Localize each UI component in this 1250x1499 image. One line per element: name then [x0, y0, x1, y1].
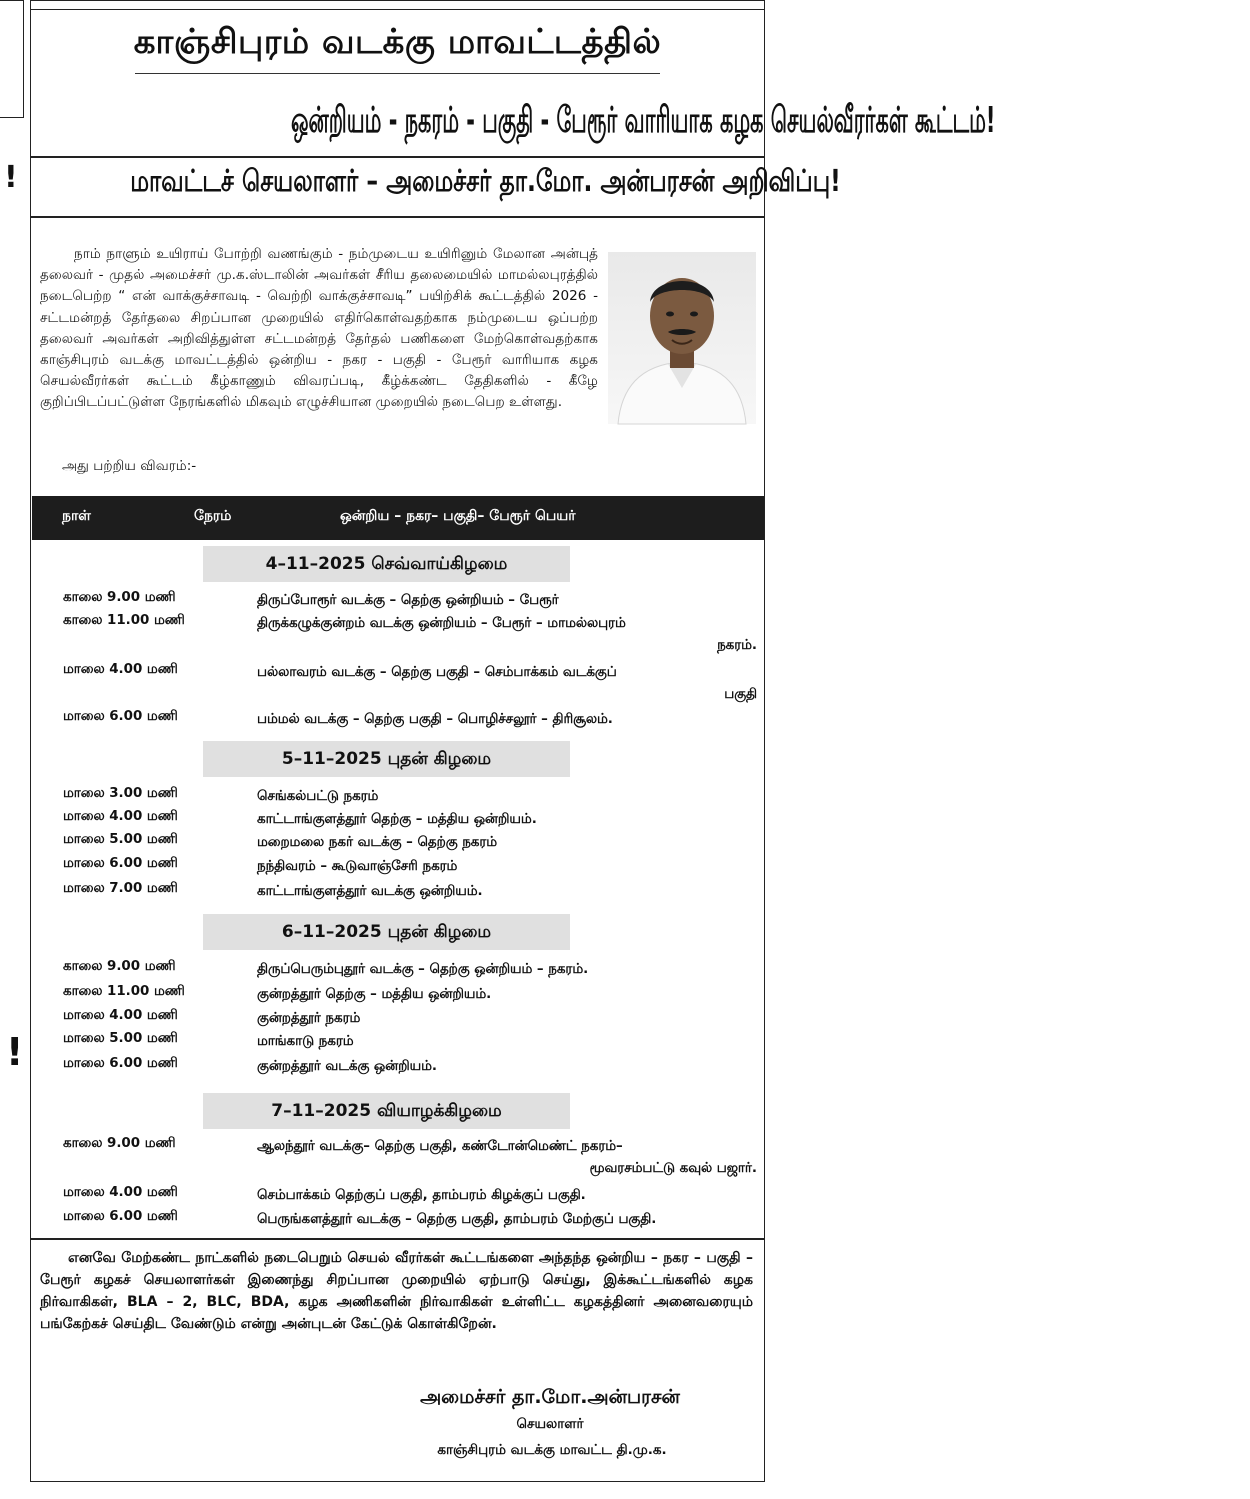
row-time: மாலை 6.00 மணி — [63, 1209, 178, 1224]
day-heading: 4–11–2025 செவ்வாய்கிழமை — [203, 546, 570, 582]
section-divider — [30, 1238, 765, 1240]
day-heading: 5–11–2025 புதன் கிழமை — [203, 741, 570, 777]
closing-paragraph: எனவே மேற்கண்ட நாட்களில் நடைபெறும் செயல் வீரர்கள் கூட்டங்களை அந்தந்த ஒன்றிய – நகர – பகுதி – பேரூர் கழகச் செயலாளர்கள் இணைந்து சிறப்பான முறையில் ஏற்பாடு செய்து, இக்கூட்டங்களில் கழக நிர்வாகிகள், BLA – 2, BLC, BDA, கழக அணிகளின் நிர்வாகிகள் உள்ளிட்ட கழகத்தினர் அனைவரையும் பங்கேற்கச் செய்திட வேண்டும் என்று அன்புடன் கேட்டுக் கொள்கிறேன். — [40, 1250, 753, 1332]
table-header — [32, 496, 764, 540]
row-place-line-1: பல்லாவரம் வடக்கு – தெற்கு பகுதி – செம்பாக்கம் வடக்குப் — [257, 665, 617, 680]
row-place-line-2: நகரம். — [717, 638, 757, 653]
day-heading: 6–11–2025 புதன் கிழமை — [203, 914, 570, 950]
title-line-1: காஞ்சிபுரம் வடக்கு மாவட்டத்தில் — [133, 22, 662, 62]
row-time: மாலை 5.00 மணி — [63, 1031, 178, 1046]
adjacent-column-box — [0, 0, 24, 118]
row-time: மாலை 6.00 மணி — [63, 709, 178, 724]
row-place-line-1: பம்மல் வடக்கு – தெற்கு பகுதி – பொழிச்சலூர் – திரிசூலம். — [257, 712, 613, 727]
intro-section — [40, 244, 598, 414]
row-place — [257, 856, 757, 878]
row-place-line-1: காட்டாங்குளத்தூர் தெற்கு – மத்திய ஒன்றியம். — [257, 812, 537, 827]
signature-role: செயலாளர் — [516, 1416, 584, 1432]
row-place — [257, 1008, 757, 1030]
row-time: மாலை 4.00 மணி — [63, 1008, 178, 1023]
row-place — [257, 809, 757, 831]
row-place — [257, 786, 757, 808]
row-time: காலை 9.00 மணி — [63, 590, 176, 605]
portrait-photo-icon — [608, 252, 756, 424]
row-place — [257, 1185, 757, 1207]
row-place — [257, 984, 757, 1006]
row-place — [257, 881, 757, 903]
row-place-line-1: குன்றத்தூர் வடக்கு ஒன்றியம். — [257, 1059, 438, 1074]
signature-name: அமைச்சர் தா.மோ.அன்பரசன் — [420, 1386, 680, 1408]
title-line-2-text: ஒன்றியம் - நகரம் - பகுதி - பேரூர் வாரியாக கழக செயல்வீரர்கள் கூட்டம்! — [291, 100, 996, 141]
row-time: மாலை 4.00 மணி — [63, 1185, 178, 1200]
row-place-line-1: திருக்கழுக்குன்றம் வடக்கு ஒன்றியம் – பேரூர் – மாமல்லபுரம் — [257, 616, 626, 631]
row-time: மாலை 6.00 மணி — [63, 856, 178, 871]
row-time: மாலை 5.00 மணி — [63, 832, 178, 847]
row-time: மாலை 7.00 மணி — [63, 881, 178, 896]
intro-paragraph: நாம் நாளும் உயிராய் போற்றி வணங்கும் - நம்முடைய உயிரினும் மேலான அன்புத் தலைவர் - முதல் அமைச்சர் மு.க.ஸ்டாலின் அவர்கள் சீரிய தலைமையில் மாமல்லபுரத்தில் நடைபெற்ற “ என் வாக்குச்சாவடி - வெற்றி வாக்குச்சாவடி” பயிற்சிக் கூட்டத்தில் 2026 - சட்டமன்றத் தேர்தலை சிறப்பான முறையில் எதிர்கொள்வதற்காக நம்முடைய ஒப்பற்ற தலைவர் அவர்கள் அறிவித்துள்ள சட்டமன்றத் தேர்தல் பணிகளை மேற்கொள்வதற்காக காஞ்சிபுரம் வடக்கு மாவட்டத்தில் ஒன்றிய - நகர - பகுதி - பேரூர் வாரியாக கழக செயல்வீரர்கள் கூட்டம் கீழ்காணும் விவரப்படி, கீழ்க்கண்ட தேதிகளில் - கீழே குறிப்பிடப்பட்டுள்ள நேரங்களில் மிகவும் எழுச்சியான முறையில் நடைபெற உள்ளது. — [40, 246, 598, 411]
title-underline — [135, 73, 660, 74]
row-time: மாலை 4.00 மணி — [63, 662, 178, 677]
column-header-day: நாள் — [62, 508, 91, 524]
row-time: காலை 9.00 மணி — [63, 1136, 176, 1151]
row-place — [257, 1209, 757, 1231]
row-time: மாலை 4.00 மணி — [63, 809, 178, 824]
row-place-line-1: மறைமலை நகர் வடக்கு – தெற்கு நகரம் — [257, 835, 498, 850]
row-time: மாலை 6.00 மணி — [63, 1056, 178, 1071]
portrait-illustration — [608, 252, 756, 424]
subtitle-text: மாவட்டச் செயலாளர் – அமைச்சர் தா.மோ. அன்பரசன் அறிவிப்பு! — [130, 164, 841, 199]
row-place — [257, 613, 757, 657]
row-place — [257, 832, 757, 854]
row-time: மாலை 3.00 மணி — [63, 786, 178, 801]
subtitle — [30, 164, 841, 203]
row-place-line-1: குன்றத்தூர் நகரம் — [257, 1011, 361, 1026]
details-label: அது பற்றிய விவரம்:- — [62, 458, 197, 474]
closing-section — [40, 1247, 753, 1335]
day-heading: 7–11–2025 வியாழக்கிழமை — [203, 1093, 570, 1129]
adjacent-headline-fragment: ! — [4, 160, 18, 195]
adjacent-headline-fragment-2: ! — [6, 1030, 24, 1074]
row-place-line-2: பகுதி — [724, 687, 757, 702]
row-place — [257, 709, 757, 731]
signature-place: காஞ்சிபுரம் வடக்கு மாவட்ட தி.மு.க. — [437, 1442, 667, 1458]
row-place — [257, 662, 757, 706]
row-place-line-1: செம்பாக்கம் தெற்குப் பகுதி, தாம்பரம் கிழக்குப் பகுதி. — [257, 1188, 586, 1203]
row-place-line-2: மூவரசம்பட்டு கவுல் பஜார். — [589, 1161, 757, 1176]
column-header-place: ஒன்றிய – நகர– பகுதி– பேரூர் பெயர் — [340, 508, 576, 524]
row-place-line-1: குன்றத்தூர் தெற்கு – மத்திய ஒன்றியம். — [257, 987, 492, 1002]
row-place-line-1: திருப்பெரும்புதூர் வடக்கு – தெற்கு ஒன்றியம் – நகரம். — [257, 962, 589, 977]
title-line-2 — [36, 86, 996, 156]
top-rule — [30, 0, 765, 10]
row-place-line-1: பெருங்களத்தூர் வடக்கு – தெற்கு பகுதி, தாம்பரம் மேற்குப் பகுதி. — [257, 1212, 657, 1227]
row-place — [257, 1056, 757, 1078]
row-time: காலை 11.00 மணி — [63, 613, 185, 628]
row-place-line-1: காட்டாங்குளத்தூர் வடக்கு ஒன்றியம். — [257, 884, 483, 899]
row-place — [257, 1031, 757, 1053]
row-place-line-1: ஆலந்தூர் வடக்கு– தெற்கு பகுதி, கண்டோன்மெண்ட் நகரம்– — [257, 1139, 623, 1154]
row-place — [257, 590, 757, 612]
row-place — [257, 1136, 757, 1180]
row-time: காலை 11.00 மணி — [63, 984, 185, 999]
row-place-line-1: செங்கல்பட்டு நகரம் — [257, 789, 379, 804]
row-place — [257, 959, 757, 981]
column-header-time: நேரம் — [194, 508, 232, 524]
row-place-line-1: நந்திவரம் – கூடுவாஞ்சேரி நகரம் — [257, 859, 458, 874]
row-time: காலை 9.00 மணி — [63, 959, 176, 974]
row-place-line-1: திருப்போரூர் வடக்கு – தெற்கு ஒன்றியம் – பேரூர் — [257, 593, 559, 608]
row-place-line-1: மாங்காடு நகரம் — [257, 1034, 354, 1049]
adjacent-column-edge — [0, 0, 28, 1499]
